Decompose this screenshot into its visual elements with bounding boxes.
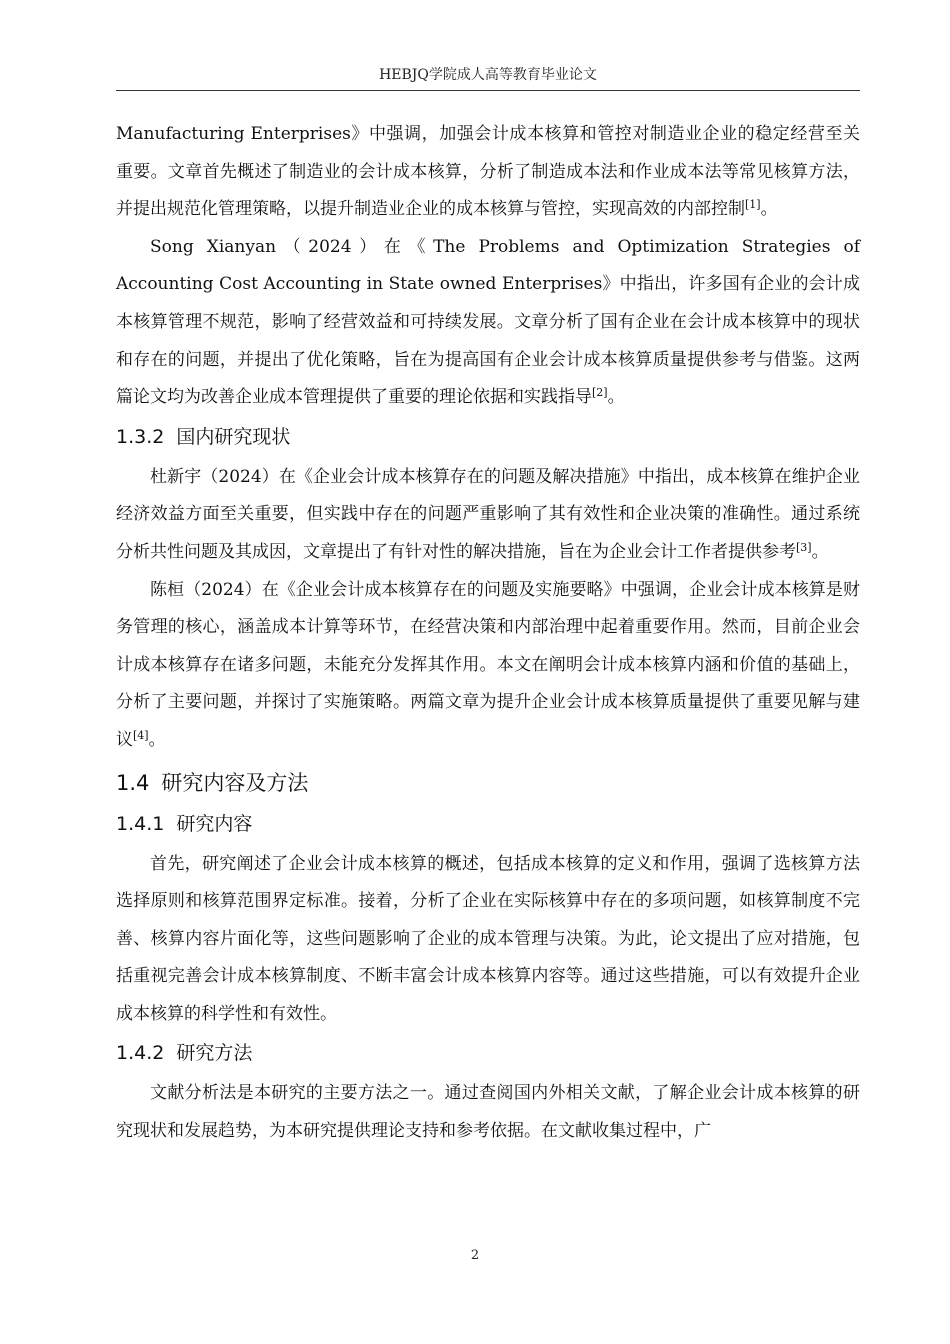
paragraph-research-content: 首先，研究阐述了企业会计成本核算的概述，包括成本核算的定义和作用，强调了选核算方法选择原则和核算范围界定标准。接着，分析了企业在实际核算中存在的多项问题，如核算制度不完善、核算内容片面化等，这些问题影响了企业的成本管理与决策。为此，论文提出了应对措施，包括重视完善会计成本核算制度、不断丰富会计成本核算内容等。通过这些措施，可以有效提升企业成本核算的科学性和有效性。	[116, 853, 860, 1024]
section-heading-1-4	[116, 764, 860, 802]
paragraph-text: Manufacturing Enterprises》中强调，加强会计成本核算和管控对制造业企业的稳定经营至关重要。文章首先概述了制造业的会计成本核算，分析了制造成本法和作业成本法等常见核算方法，并提出规范化管理策略，以提升制造业企业的成本核算与管控，实现高效的内部控制	[116, 124, 860, 220]
paragraph-research-method: 文献分析法是本研究的主要方法之一。通过查阅国内外相关文献，了解企业会计成本核算的研究现状和发展趋势，为本研究提供理论支持和参考依据。在文献收集过程中，广	[116, 1083, 860, 1142]
paragraph-end: 。	[811, 541, 829, 562]
citation-ref: [4]	[133, 728, 149, 742]
paragraph-text: Song Xianyan（2024）在《The Problems and Optimization Strategies of Accounting Cost Accounting in State owned Enterprises》中指出，许多国有企业的会计成本核算管理不规范，影响了经营效益和可持续发展。文章分析了国有企业在会计成本核算中的现状和存在的问题，并提出了优化策略，旨在为提高国有企业会计成本核算质量提供参考与借鉴。这两篇论文均为改善企业成本管理提供了重要的理论依据和实践指导	[116, 236, 860, 408]
paragraph-intl-state-owned	[116, 229, 860, 417]
heading-number: 1.4	[116, 770, 150, 795]
document-body	[116, 116, 860, 1151]
citation-ref: [3]	[796, 540, 812, 554]
paragraph-domestic-du	[116, 459, 860, 572]
paragraph-text: 陈桓（2024）在《企业会计成本核算存在的问题及实施要略》中强调，企业会计成本核算是财务管理的核心，涵盖成本计算等环节，在经营决策和内部治理中起着重要作用。然而，目前企业会计成本核算存在诸多问题，未能充分发挥其作用。本文在阐明会计成本核算内涵和价值的基础上，分析了主要问题，并探讨了实施策略。两篇文章为提升企业会计成本核算质量提供了重要见解与建议	[116, 579, 860, 750]
heading-text: 研究方法	[176, 1042, 253, 1065]
paragraph-end: 。	[760, 199, 778, 220]
paragraph-text: 杜新宇（2024）在《企业会计成本核算存在的问题及解决措施》中指出，成本核算在维护企业经济效益方面至关重要，但实践中存在的问题严重影响了其有效性和企业决策的准确性。通过系统分析共性问题及其成因，文章提出了有针对性的解决措施，旨在为企业会计工作者提供参考	[116, 466, 860, 562]
section-heading-1-4-2	[116, 1035, 860, 1071]
page-header: HEBJQ学院成人高等教育毕业论文	[116, 64, 860, 91]
section-heading-1-3-2	[116, 419, 860, 455]
paragraph-domestic-chen	[116, 572, 860, 760]
section-heading-1-4-1	[116, 806, 860, 842]
paragraph-end: 。	[607, 387, 625, 408]
heading-text: 研究内容	[176, 812, 253, 835]
heading-number: 1.4.1	[116, 812, 165, 835]
citation-ref: [2]	[592, 386, 608, 400]
heading-number: 1.4.2	[116, 1042, 165, 1065]
paragraph-intl-manufacturing	[116, 116, 860, 229]
heading-number: 1.3.2	[116, 425, 165, 448]
page-number: 2	[470, 1248, 480, 1263]
citation-ref: [1]	[745, 198, 761, 212]
heading-text: 国内研究现状	[176, 425, 291, 448]
heading-text: 研究内容及方法	[161, 770, 309, 795]
paragraph-end: 。	[148, 729, 166, 750]
